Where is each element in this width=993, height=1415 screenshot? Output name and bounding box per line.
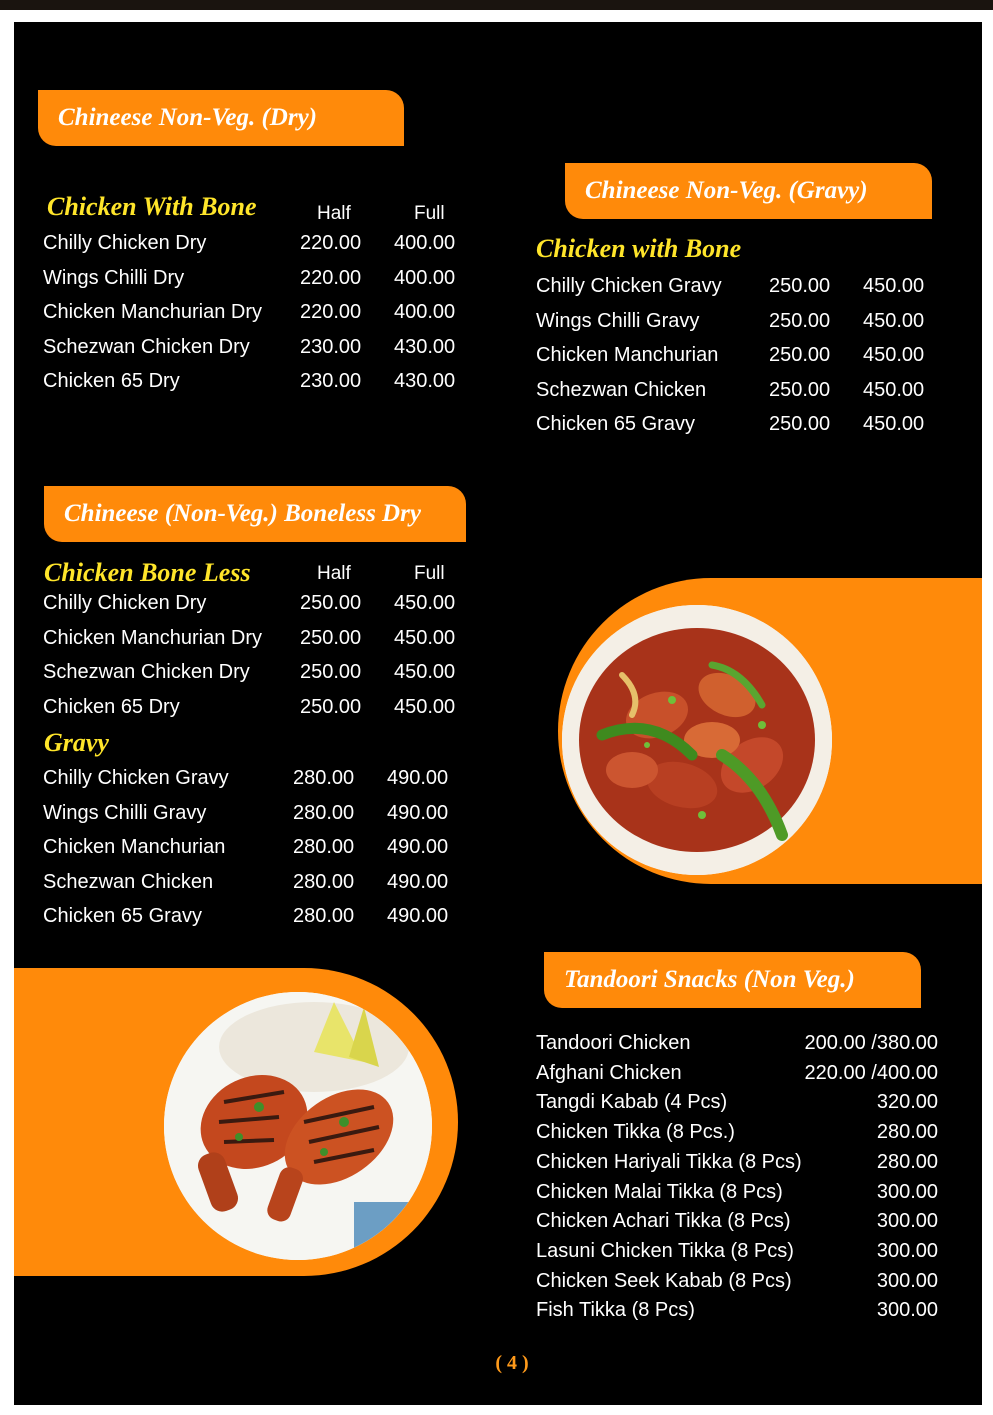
tandoori-price: 300.00 <box>876 1180 938 1203</box>
dry-price-half: 230.00 <box>300 335 362 358</box>
boneless-gravy-item-name: Schezwan Chicken <box>43 870 214 893</box>
dry-item-name: Chicken 65 Dry <box>43 370 180 393</box>
dry-item-name: Schezwan Chicken Dry <box>43 335 250 358</box>
boneless-gravy-price-half: 280.00 <box>293 836 355 859</box>
menu-panel <box>14 22 982 1405</box>
tandoori-chicken-image <box>164 992 432 1260</box>
gravy-item-name: Chicken Manchurian <box>536 344 719 367</box>
boneless-gravy-item-name: Chilly Chicken Gravy <box>43 767 229 789</box>
subheading-gravy: Gravy <box>44 728 109 757</box>
dry-price-full: 430.00 <box>394 335 456 358</box>
dry-price-half: 220.00 <box>300 266 362 289</box>
dry-price-full: 430.00 <box>394 370 456 393</box>
tandoori-item-name: Fish Tikka (8 Pcs) <box>536 1299 695 1322</box>
gravy-price-full: 450.00 <box>863 309 925 332</box>
boneless-item-name: Schezwan Chicken Dry <box>43 661 250 684</box>
subheading-chicken-bone-less: Chicken Bone Less <box>44 558 251 587</box>
section-heading-dry: Chineese Non-Veg. (Dry) <box>38 90 404 146</box>
dry-price-half: 230.00 <box>300 370 362 393</box>
boneless-gravy-price-half: 280.00 <box>293 905 355 928</box>
boneless-gravy-price-full: 490.00 <box>387 767 449 789</box>
dry-item-name: Chicken Manchurian Dry <box>43 301 262 324</box>
tandoori-item-name: Chicken Hariyali Tikka (8 Pcs) <box>536 1150 802 1173</box>
boneless-price-full: 450.00 <box>394 661 456 684</box>
tandoori-item-name: Chicken Tikka (8 Pcs.) <box>536 1121 735 1144</box>
dry-price-full: 400.00 <box>394 266 456 289</box>
column-full-boneless: Full <box>414 563 445 584</box>
column-full: Full <box>414 203 445 224</box>
tandoori-price: 320.00 <box>876 1091 938 1114</box>
page-number: ( 4 ) <box>495 1352 529 1374</box>
boneless-price-full: 450.00 <box>394 592 456 614</box>
boneless-price-full: 450.00 <box>394 695 456 718</box>
gravy-item-name: Chicken 65 Gravy <box>536 413 695 436</box>
chilli-chicken-photo <box>562 605 832 875</box>
gravy-item-name: Wings Chilli Gravy <box>536 309 700 332</box>
gravy-price-half: 250.00 <box>769 309 831 332</box>
tandoori-chicken-photo <box>164 992 432 1260</box>
section-heading-gravy: Chineese Non-Veg. (Gravy) <box>565 163 932 219</box>
tandoori-item-name: Chicken Achari Tikka (8 Pcs) <box>536 1210 791 1233</box>
boneless-gravy-price-full: 490.00 <box>387 870 449 893</box>
column-half-boneless: Half <box>317 563 351 584</box>
dry-price-full: 400.00 <box>394 232 456 254</box>
tandoori-price: 300.00 <box>876 1239 938 1262</box>
boneless-gravy-item-name: Wings Chilli Gravy <box>43 801 207 824</box>
chilli-chicken-image <box>562 605 832 875</box>
tandoori-item-name: Tangdi Kabab (4 Pcs) <box>536 1091 728 1114</box>
boneless-item-name: Chilly Chicken Dry <box>43 592 207 614</box>
boneless-item-name: Chicken Manchurian Dry <box>43 626 262 649</box>
tandoori-price: 300.00 <box>876 1299 938 1322</box>
tandoori-item-name: Afghani Chicken <box>536 1061 682 1084</box>
gravy-price-full: 450.00 <box>863 413 925 436</box>
boneless-gravy-price-full: 490.00 <box>387 836 449 859</box>
subheading-chicken-with-bone: Chicken With Bone <box>47 192 257 221</box>
boneless-gravy-item-name: Chicken 65 Gravy <box>43 905 202 928</box>
gravy-item-name: Schezwan Chicken <box>536 378 707 401</box>
tandoori-price: 300.00 <box>876 1210 938 1233</box>
gravy-price-half: 250.00 <box>769 378 831 401</box>
column-half: Half <box>317 203 351 224</box>
gravy-item-name: Chilly Chicken Gravy <box>536 275 722 297</box>
top-border <box>0 0 993 10</box>
dry-price-full: 400.00 <box>394 301 456 324</box>
boneless-gravy-price-half: 280.00 <box>293 767 355 789</box>
boneless-gravy-price-half: 280.00 <box>293 801 355 824</box>
section-heading-tandoori: Tandoori Snacks (Non Veg.) <box>544 952 921 1008</box>
tandoori-item-name: Lasuni Chicken Tikka (8 Pcs) <box>536 1239 794 1262</box>
gravy-price-full: 450.00 <box>863 378 925 401</box>
dry-price-half: 220.00 <box>300 301 362 324</box>
tandoori-price: 300.00 <box>876 1269 938 1292</box>
gravy-price-half: 250.00 <box>769 413 831 436</box>
boneless-price-half: 250.00 <box>300 626 362 649</box>
tandoori-item-name: Chicken Seek Kabab (8 Pcs) <box>536 1269 792 1292</box>
gravy-price-full: 450.00 <box>863 344 925 367</box>
tandoori-price: 220.00 /400.00 <box>804 1061 938 1084</box>
boneless-gravy-price-full: 490.00 <box>387 801 449 824</box>
gravy-price-half: 250.00 <box>769 275 831 297</box>
dry-item-name: Chilly Chicken Dry <box>43 232 207 254</box>
section-heading-boneless: Chineese (Non-Veg.) Boneless Dry <box>44 486 466 542</box>
subheading-chicken-with-bone-gravy: Chicken with Bone <box>536 234 742 263</box>
boneless-price-half: 250.00 <box>300 592 362 614</box>
dry-item-name: Wings Chilli Dry <box>43 266 185 289</box>
dry-price-half: 220.00 <box>300 232 362 254</box>
tandoori-item-name: Chicken Malai Tikka (8 Pcs) <box>536 1180 783 1203</box>
boneless-price-full: 450.00 <box>394 626 456 649</box>
boneless-price-half: 250.00 <box>300 661 362 684</box>
boneless-price-half: 250.00 <box>300 695 362 718</box>
gravy-price-half: 250.00 <box>769 344 831 367</box>
tandoori-item-name: Tandoori Chicken <box>536 1032 691 1054</box>
boneless-gravy-price-half: 280.00 <box>293 870 355 893</box>
boneless-gravy-price-full: 490.00 <box>387 905 449 928</box>
gravy-price-full: 450.00 <box>863 275 925 297</box>
tandoori-price: 280.00 <box>876 1121 938 1144</box>
tandoori-price: 200.00 /380.00 <box>804 1032 938 1054</box>
boneless-item-name: Chicken 65 Dry <box>43 695 180 718</box>
tandoori-price: 280.00 <box>876 1150 938 1173</box>
boneless-gravy-item-name: Chicken Manchurian <box>43 836 226 859</box>
